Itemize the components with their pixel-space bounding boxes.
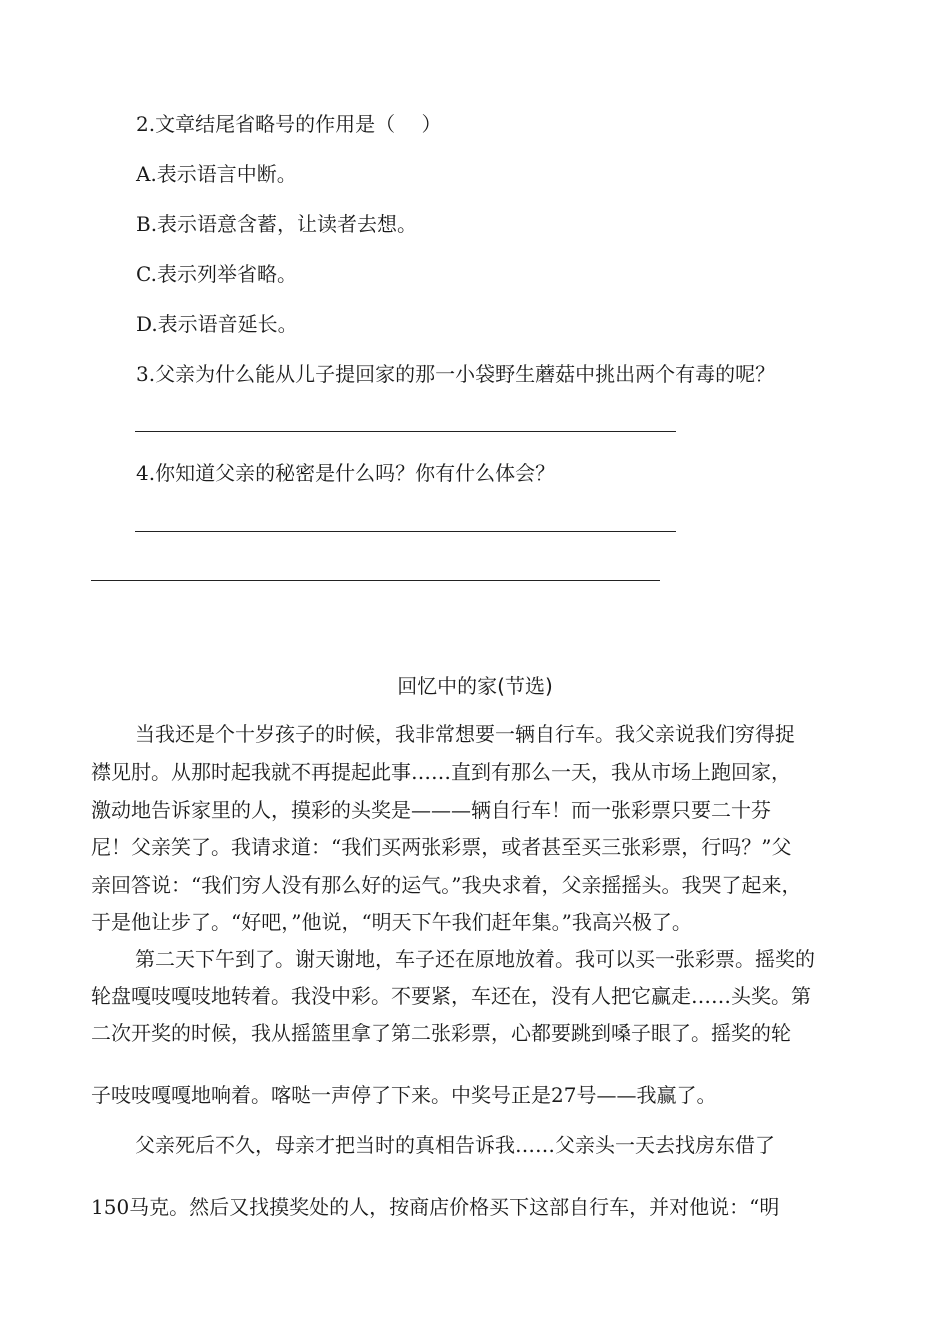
passage-line: 于是他让步了。“好吧，”他说，“明天下午我们赶年集。”我高兴极了。 (91, 910, 692, 934)
question-4-answer-line-2 (91, 580, 660, 581)
passage-line: 第二天下午到了。谢天谢地，车子还在原地放着。我可以买一张彩票。摇奖的 (135, 947, 815, 971)
passage-line: 父亲死后不久，母亲才把当时的真相告诉我……父亲头一天去找房东借了 (135, 1133, 775, 1157)
question-3-answer-line (135, 431, 676, 432)
passage-line: 当我还是个十岁孩子的时候，我非常想要一辆自行车。我父亲说我们穷得捉 (135, 722, 795, 746)
question-2-stem: 2.文章结尾省略号的作用是（ ） (136, 112, 442, 136)
question-4-stem: 4.你知道父亲的秘密是什么吗？你有什么体会？ (136, 461, 556, 485)
question-2-option-c: C.表示列举省略。 (136, 262, 297, 286)
passage-line: 子吱吱嘎嘎地响着。喀哒一声停了下来。中奖号正是27号——我赢了。 (91, 1083, 717, 1107)
question-3-stem: 3.父亲为什么能从儿子提回家的那一小袋野生蘑菇中挑出两个有毒的呢？ (136, 362, 776, 386)
passage-line: 亲回答说：“我们穷人没有那么好的运气。”我央求着，父亲摇摇头。我哭了起来， (91, 873, 802, 897)
passage-line: 襟见肘。从那时起我就不再提起此事……直到有那么一天，我从市场上跑回家， (91, 760, 791, 784)
passage-line: 激动地告诉家里的人，摸彩的头奖是———辆自行车！而一张彩票只要二十芬 (91, 798, 771, 822)
question-2-option-d: D.表示语音延长。 (136, 312, 298, 336)
question-4-answer-line (135, 531, 676, 532)
passage-title: 回忆中的家(节选) (397, 674, 553, 698)
passage-line: 轮盘嘎吱嘎吱地转着。我没中彩。不要紧，车还在，没有人把它赢走……头奖。第 (91, 984, 811, 1008)
passage-line: 150马克。然后又找摸奖处的人，按商店价格买下这部自行车，并对他说：“明 (91, 1195, 780, 1219)
question-2-option-b: B.表示语意含蓄，让读者去想。 (136, 212, 418, 236)
passage-line: 二次开奖的时候，我从摇篮里拿了第二张彩票，心都要跳到嗓子眼了。摇奖的轮 (91, 1021, 791, 1045)
passage-line: 尼！父亲笑了。我请求道：“我们买两张彩票，或者甚至买三张彩票，行吗？”父 (91, 835, 792, 859)
question-2-option-a: A.表示语言中断。 (136, 162, 297, 186)
